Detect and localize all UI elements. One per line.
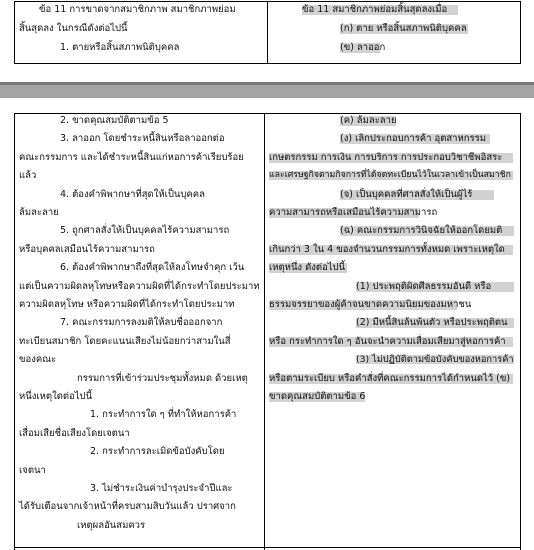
top-right-line: (ก) ตาย หรือสิ้นสภาพนิติบุคคล xyxy=(340,23,467,34)
bottom-left-line: 1. กระทำการใด ๆ ที่ทำให้หอการค้า xyxy=(90,409,237,420)
bottom-right-line: ขาดคุณสมบัติตามข้อ 6 xyxy=(269,391,366,402)
bottom-right-line: (จ) เป็นบุคคลที่ศาลสั่งให้เป็นผู้ไร้ xyxy=(340,190,494,200)
bottom-right-line: (3) ไม่ปฏิบัติตามข้อบังคับของหอการค้า xyxy=(356,354,514,365)
bottom-left-line: หนึ่งเหตุใดต่อไปนี้ xyxy=(19,391,93,402)
top-left-line: 1. ตายหรือสิ้นสภาพนิติบุคคล xyxy=(60,42,180,53)
bottom-left-line: 4. ต้องคำพิพากษาที่สุดให้เป็นบุคคล xyxy=(60,189,205,200)
bottom-right-line: หรือตามระเบียบ หรือคำสั่งที่คณะกรรมการได้กำหนดไว้ (ข) xyxy=(269,374,513,384)
bottom-left-line: 3. ลาออก โดยชำระหนี้สินหรือลาออกต่อ xyxy=(60,133,225,144)
bottom-left-line: ทะเบียนสมาชิก โดยคะแนนเสียงไม่น้อยกว่าสามในสี่ xyxy=(19,336,231,347)
top-table-divider xyxy=(267,1,268,64)
top-table-left-border xyxy=(14,1,15,64)
bottom-left-line: กรรมการที่เข้าร่วมประชุมทั้งหมด ด้วยเหตุ xyxy=(77,373,248,384)
bottom-left-line: เจตนา xyxy=(19,465,46,476)
bottom-left-line: เสื่อมเสียชื่อเสียงโดยเจตนา xyxy=(19,428,130,439)
bottom-right-line: (ฉ) คณะกรรมการวินิจฉัยให้ออกโดยมติ xyxy=(340,226,514,236)
bottom-right-line: และเศรษฐกิจตามกิจการที่ได้จดทะเบียนไว้ในเวลาเข้าเป็นสมาชิก xyxy=(269,171,513,180)
bottom-left-line: 3. ไม่ชำระเงินค่าบำรุงประจำปีและ xyxy=(90,483,233,494)
bottom-left-line: 5. ถูกศาลสั่งให้เป็นบุคคลไร้ความสามารถ xyxy=(60,225,230,236)
bottom-right-line: (ง) เลิกประกอบการค้า อุตสาหกรรม xyxy=(340,134,490,144)
bottom-left-line: คณะกรรมการ และได้ชำระหนี้สินแก่หอการค้าเรียบร้อย xyxy=(19,152,244,163)
bottom-right-line: หรือ กระทำการใด ๆ อันจะนำความเสื่อมเสียมาสู่หอการค้า xyxy=(269,337,513,347)
top-table-bottom-border xyxy=(14,63,521,64)
bottom-right-line: ธรรมจรรยาของผู้ค้าจนขาดความนิยมของมหาชน xyxy=(269,299,472,310)
bottom-left-line: แล้ว xyxy=(19,170,37,181)
bottom-left-line: 2. กระทำการละเมิดข้อบังคับโดย xyxy=(90,446,225,457)
bottom-left-line: แต่เป็นความผิดลหุโทษหรือความผิดที่ได้กระทำโดยประมาท xyxy=(19,281,260,292)
bottom-left-line: ได้รับเตือนจากเจ้าหน้าที่ครบสามสิบวันแล้ว ปราศจาก xyxy=(19,501,236,512)
top-left-line: ข้อ 11 การขาดจากสมาชิกภาพ สมาชิกภาพย่อม xyxy=(39,4,236,15)
top-table-right-border xyxy=(520,1,521,64)
bottom-left-line: ล้มละลาย xyxy=(19,207,59,218)
bottom-left-line: 2. ขาดคุณสมบัติตามข้อ 5 xyxy=(60,115,169,126)
top-right-line: (ข) ลาออก xyxy=(340,42,386,53)
bottom-table-bottom-border xyxy=(14,547,521,548)
bottom-right-line: (ค) ล้มละลาย xyxy=(340,115,397,126)
bottom-table-left-border xyxy=(14,113,15,550)
bottom-left-line: ของคณะ xyxy=(19,354,57,365)
bottom-left-line: 7. คณะกรรมการลงมติให้ลบชื่อออกจาก xyxy=(60,317,223,328)
top-left-line: สิ้นสุดลง ในกรณีดังต่อไปนี้ xyxy=(19,23,128,34)
bottom-left-line: หรือบุคคลเสมือนไร้ความสามารถ xyxy=(19,244,155,255)
bottom-left-line: ความผิดลหุโทษ หรือความผิดที่ได้กระทำโดยประมาท xyxy=(19,299,235,310)
page-gap-band xyxy=(0,85,534,98)
top-right-heading: ข้อ 11 สมาชิกภาพย่อมสิ้นสุดลงเมื่อ xyxy=(302,5,458,15)
bottom-right-line: เกษตรกรรม การเงิน การบริการ การประกอบวิชาชีพอิสระ xyxy=(269,153,513,163)
bottom-table-divider xyxy=(264,113,265,550)
bottom-table-right-border xyxy=(520,113,521,550)
bottom-right-line: เหตุหนึ่ง ดังต่อไปนี้ xyxy=(269,262,346,273)
bottom-right-line: (2) มีหนี้สินล้นพ้นตัว หรือประพฤติตน xyxy=(356,318,514,328)
bottom-left-line: เหตุผลอันสมควร xyxy=(77,520,146,531)
bottom-table-top-border xyxy=(14,113,521,114)
bottom-left-line: 6. ต้องคำพิพากษาถึงที่สุดให้ลงโทษจำคุก เว้น xyxy=(60,262,245,273)
bottom-right-line: ความสามารถหรือเสมือนไร้ความสามารถ xyxy=(269,207,438,218)
bottom-right-line: (1) ประพฤติผิดศีลธรรมอันดี หรือ xyxy=(356,282,514,292)
bottom-right-line: เกินกว่า 3 ใน 4 ของจำนวนกรรมการทั้งหมด เพราะเหตุใด xyxy=(269,245,513,255)
